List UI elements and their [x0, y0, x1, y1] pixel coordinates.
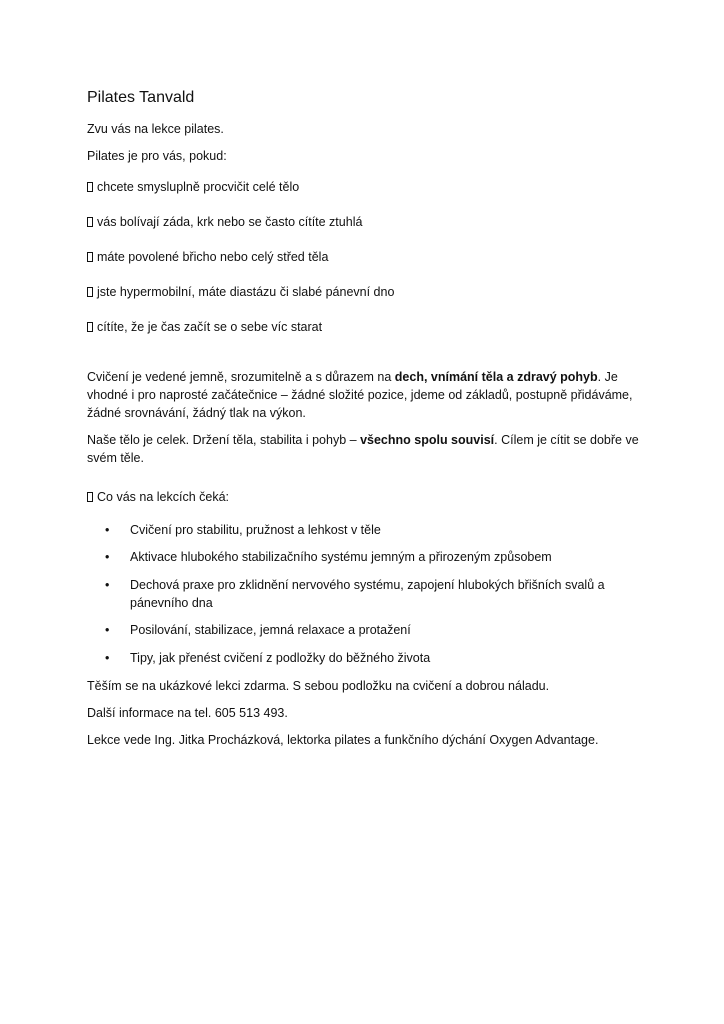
missing-glyph-icon [87, 182, 93, 192]
intro-text: Zvu vás na lekce pilates. [87, 122, 224, 136]
checklist-item [87, 318, 322, 336]
list-item: Cvičení pro stabilitu, pružnost a lehkost v těle [130, 523, 381, 537]
contact-line: Další informace na tel. 605 513 493. [87, 706, 288, 720]
paragraph-text: Naše tělo je celek. Držení těla, stabilita i pohyb – [87, 433, 361, 447]
paragraph-bold-text: dech, vnímání těla a zdravý pohyb [394, 370, 598, 384]
lead-text: Pilates je pro vás, pokud: [87, 149, 227, 163]
checklist-item-text: jste hypermobilní, máte diastázu či slabé pánevní dno [97, 285, 395, 299]
bullet-icon: • [105, 623, 110, 637]
checklist-item [87, 283, 394, 301]
bullet-icon: • [105, 523, 110, 537]
instructor-line: Lekce vede Ing. Jitka Procházková, lektorka pilates a funkčního dýchání Oxygen Advantage. [87, 733, 599, 747]
paragraph-text: Cvičení je vedené jemně, srozumitelně a s důrazem na [87, 370, 395, 384]
bullet-icon: • [105, 550, 110, 564]
missing-glyph-icon [87, 252, 93, 262]
missing-glyph-icon [87, 322, 93, 332]
list-item: Dechová praxe pro zklidnění nervového systému, zapojení hlubokých břišních svalů a pánevního dna [130, 578, 605, 610]
paragraph-text: . Je vhodné i pro naprosté začátečnice – žádné složité pozice, jdeme od základů, postupně přidáváme, žádné srovnávání, žádný tlak na výkon. [87, 370, 633, 420]
checklist-item-text: vás bolívají záda, krk nebo se často cítíte ztuhlá [97, 215, 363, 229]
checklist-item [87, 213, 362, 231]
checklist-item-text: chcete smysluplně procvičit celé tělo [97, 180, 300, 194]
bullet-icon: • [105, 578, 110, 592]
list-item: Posilování, stabilizace, jemná relaxace a protažení [130, 623, 411, 637]
checklist-item-text: máte povolené břicho nebo celý střed těla [97, 250, 329, 264]
missing-glyph-icon [87, 217, 93, 227]
list-item: Tipy, jak přenést cvičení z podložky do běžného života [130, 651, 431, 665]
list-item: Aktivace hlubokého stabilizačního systému jemným a přirozeným způsobem [130, 550, 552, 564]
closing-line: Těším se na ukázkové lekci zdarma. S sebou podložku na cvičení a dobrou náladu. [87, 679, 550, 693]
section-heading [87, 488, 229, 506]
paragraph-body-whole [87, 431, 647, 467]
page-title: Pilates Tanvald [87, 89, 195, 106]
paragraph-bold-text: všechno spolu souvisí [360, 433, 495, 447]
section-heading-text: Co vás na lekcích čeká: [97, 490, 230, 504]
paragraph-approach [87, 368, 647, 422]
bullet-icon: • [105, 651, 110, 665]
checklist-item [87, 178, 299, 196]
missing-glyph-icon [87, 287, 93, 297]
missing-glyph-icon [87, 492, 93, 502]
checklist-item-text: cítíte, že je čas začít se o sebe víc starat [97, 320, 323, 334]
paragraph-text: . Cílem je cítit se dobře ve svém těle. [87, 433, 639, 465]
checklist-item [87, 248, 328, 266]
